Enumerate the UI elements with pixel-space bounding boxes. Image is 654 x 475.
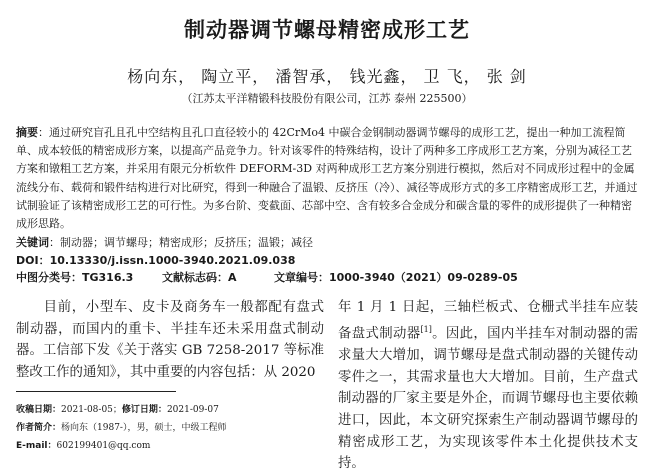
keywords-text: ：制动器；调节螺母；精密成形；反挤压；温锻；减径 bbox=[49, 236, 313, 249]
footnote-author: 作者简介：杨向东（1987-），男，硕士，中级工程师 bbox=[16, 423, 227, 433]
doi-text: ：10.13330/j.issn.1000-3940.2021.09.038 bbox=[38, 254, 296, 267]
doi bbox=[16, 252, 295, 268]
body-column-left bbox=[16, 297, 324, 384]
footnote-divider bbox=[16, 391, 176, 392]
keywords bbox=[16, 234, 313, 250]
email-link[interactable]: 602199401@qq.com bbox=[56, 441, 151, 451]
keywords-label: 关键词 bbox=[16, 236, 49, 249]
body-paragraph: 目前，小型车、皮卡及商务车一般都配有盘式制动器，而国内的重卡、半挂车还未采用盘式制动器。工信部下发《关于落实 GB 7258-2017 等标准整改工作的通知》，其中重要的内容包括：从 2020 bbox=[16, 300, 324, 381]
paper-title: 制动器调节螺母精密成形工艺 bbox=[184, 18, 470, 42]
doi-label: DOI bbox=[16, 254, 39, 267]
body-column-right: 年 1 月 1 日起，三轴栏板式、仓栅式半挂车应装备盘式制动器[1]。因此，国内半挂车对制动器的需求量大大增加，调节螺母是盘式制动器的关键传动零件之一，其需求量也大大增加。目前，生产盘式制动器的厂家主要是外企，而调节螺母也主要依赖进口，因此，本文研究探索生产制动器调节螺母的精密成形工艺，为实现该零件本土化提供技术支持。 bbox=[338, 300, 639, 472]
document-code: 文献标志码：A bbox=[162, 271, 237, 284]
footnote-email: E-mail：602199401@qq.com bbox=[16, 441, 151, 451]
abstract-label: 摘要 bbox=[16, 126, 38, 139]
clc-code: 中图分类号：TG316.3 bbox=[16, 271, 134, 284]
reference-citation[interactable]: [1] bbox=[420, 324, 432, 334]
affiliation: （江苏太平洋精锻科技股份有限公司，江苏 泰州 225500） bbox=[181, 92, 473, 105]
footnote-dates: 收稿日期：2021-08-05；修订日期：2021-09-07 bbox=[16, 405, 219, 415]
abstract-text: ：通过研究盲孔且孔中空结构且孔口直径较小的 42CrMo4 中碳合金钢制动器调节螺母的成形工艺，提出一种加工流程简单、成本较低的精密成形方案，以提高产品竞争力。针对该零件的特殊结构，设计了两种多工序成形工艺方案，分别为减径工艺方案和镦粗工艺方案，并采用有限元分析软件 DEFORM-3D 对两种成形工艺方案分别进行模拟，然后对不同成形过程中的金属流线分布、载荷和锻件结构进行对比研究，得到一种融合了温锻、反挤压（冷）、减径等成形方式的多工序精密成形工艺，并通过试制验证了该精密成形工艺的可行性。为多台阶、变截面、芯部中空、含有较多合金成分和碳含量的零件的成形提供了一种精密成形思路。 bbox=[16, 126, 638, 231]
author-list: 杨向东， 陶立平， 潘智承， 钱光鑫， 卫 飞， 张 剑 bbox=[127, 67, 527, 86]
abstract bbox=[16, 124, 640, 233]
article-number: 文章编号：1000-3940（2021）09-0289-05 bbox=[274, 271, 518, 284]
